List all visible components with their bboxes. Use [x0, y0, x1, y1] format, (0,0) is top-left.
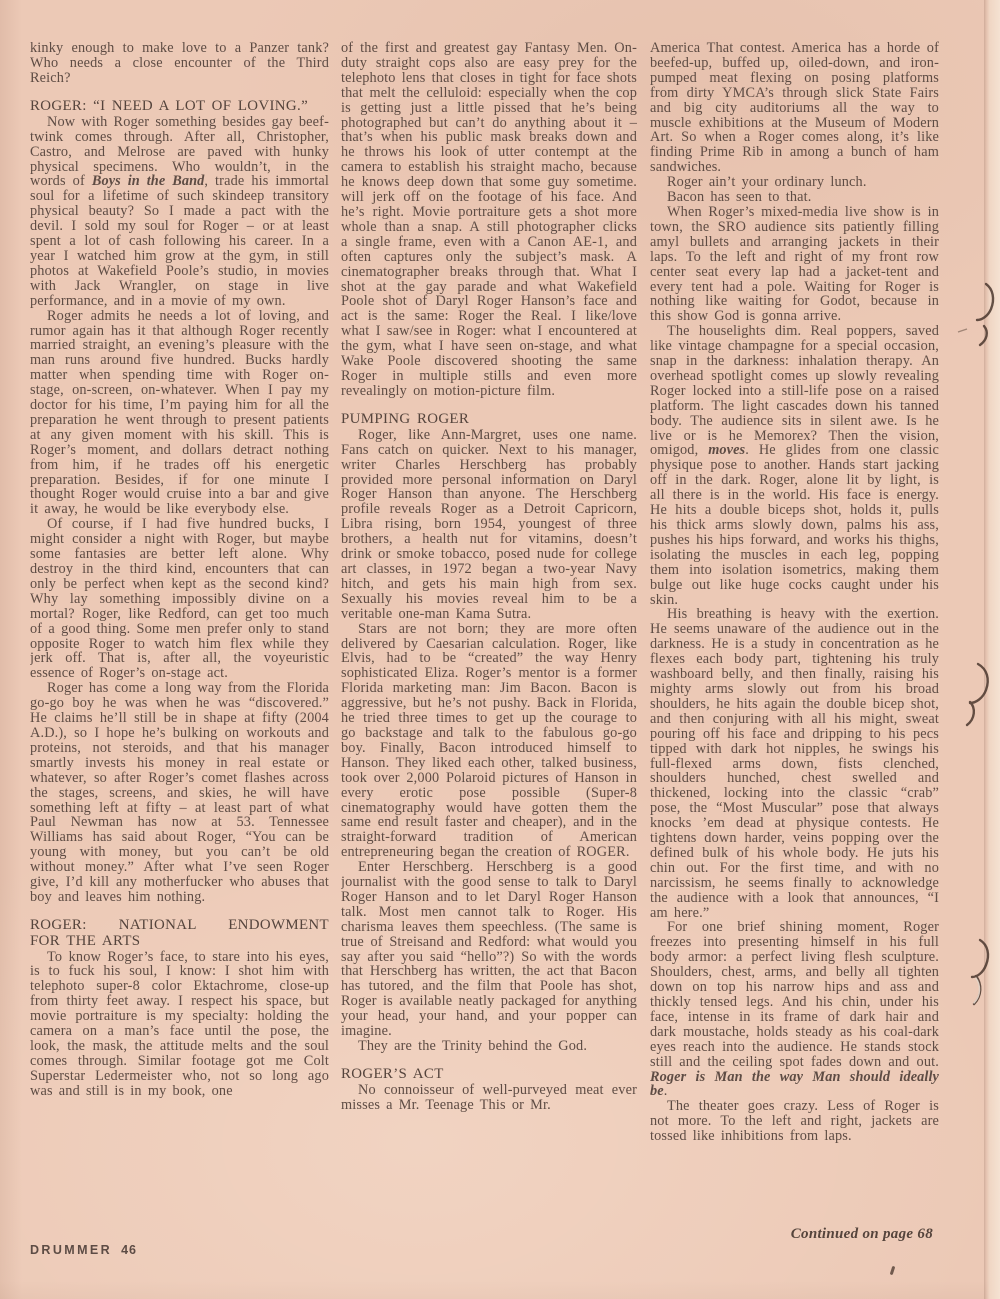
- paragraph: They are the Trinity behind the God.: [358, 1038, 588, 1054]
- section-heading: [341, 412, 637, 428]
- emphasis-text: Roger is Man the way Man should ideally be: [650, 1068, 939, 1100]
- scratch-mark: [958, 329, 967, 332]
- staple-icon: [967, 702, 974, 725]
- paragraph: Bacon has seen to that.: [667, 189, 812, 206]
- emphasis-text: Boys in the Band: [91, 173, 205, 190]
- staple-icon: [970, 664, 988, 703]
- ink-speck: [890, 1266, 896, 1275]
- section-heading-line: ROGER: NATIONAL ENDOWMENT: [30, 917, 329, 934]
- paragraph: Roger has come a long way from the Florida go-go boy he was when he was “discovered.” He claims he’ll still be in shape at fifty (2004 A.D.), so I hope he’s bulking on workouts and proteins, not steroids, and that his manager smartly invests his money in real estate or whatever, so after Roger’s comet flashes across the stages, screens, and skies, he will have something left at fifty – at least part of what Paul Newman has now at 53. Tennessee Williams has said about Roger, “You can be young with money, but you can’t be old without money.” After what I’ve seen Roger give, I’d kill any motherfucker who abuses that boy and leaves him nothing.: [30, 680, 329, 905]
- text-column-2: [341, 41, 637, 1243]
- page-number: 46: [121, 1243, 137, 1257]
- section-heading: [30, 918, 329, 949]
- page-footer: [30, 1243, 137, 1257]
- paragraph: His breathing is heavy with the exertion. He seems unaware of the audience out in the darkness. He is a study in concentration as he flexes each body part, tightening his truly washboard belly, and then finally, raising his mighty arms slowly out from his broad shoulders, he hits again the double bicep shot, and then conjuring with all his might, sweat pouring off his face and dripping to his pecs tipped with dark hot nipples, he swings his full-flexed arms down, fists clenched, shoulders hunched, chest swelled and thickened, locking into the classic “crab” pose, the “Most Muscular” pose that always knocks ’em dead at physique contests. He tightens down harder, veins popping over the defined bulk of his whole body. He juts his chin out. For the first time, and with no narcissism, he seems finally to acknowledge the audience with a look that announces, “I am here.”: [650, 606, 939, 921]
- section-heading-line: ROGER’S ACT: [341, 1066, 444, 1083]
- staple-marks: [950, 0, 1000, 1299]
- paragraph: of the first and greatest gay Fantasy Men. On-duty straight cops also are easy prey for the telephoto lens that closes in tight for face shots that melt the celluloid: especially when the cop is getting just a little pissed that he’s being photographed but can’t do anything about it – that’s when his public mask breaks down and he throws his look of utter contempt at the camera to establish his straight macho, because he knows deep down that some guy sometime. will jerk off on the footage of his face. And he’s right. Movie portraiture gets a shot more whole than a snap. A still photographer clicks a single frame, even with a Canon AE-1, and often captures only the subject’s mask. A cinematographer breaks through that. What I shot at the gay parade and what Wakefield Poole shot of Daryl Roger Hanson’s face and act is the same: Roger the Real. I like/love what I saw/see in Roger: what I encountered at the gym, what I have seen on-stage, and what Wake Poole discovered shooting the same Roger in multiple stills and even more revealingly on motion-picture film.: [341, 41, 637, 399]
- section-heading: [341, 1067, 637, 1083]
- paragraph: Now with Roger something besides gay beef-twink comes through. After all, Christopher, Castro, and Melrose are paved with hunky physical specimens. Who wouldn’t, in the words of Boys in the Band, trade his immortal soul for a lifetime of such skindeep transitory physical beauty? So I made a pact with the devil. I sold my soul for Roger – or at least spent a lot of cash following his career. In a year I watched him grow at the gym, in still photos at Wakefield Poole’s studio, in movies with Jack Wrangler, on stage in live performance, and in a movie of my own.: [30, 113, 329, 309]
- section-heading-line: PUMPING ROGER: [341, 411, 470, 428]
- paragraph: When Roger’s mixed-media live show is in town, the SRO audience sits patiently filling amyl bullets and arranging jackets in their laps. To the left and right of my front row center seat every lap had a jacket-tent and every tent had a pole. Waiting for Roger is nothing like waiting for Godot, because in this show God is gonna arrive.: [650, 203, 939, 325]
- paragraph: Of course, if I had five hundred bucks, I might consider a night with Roger, but maybe some fantasies are better left alone. Why destroy in the third kind, encounters that can only be perfect when kept as the second kind? Why lay something impossibly divine on a mortal? Roger, like Redford, can get too much of a good thing. Some men prefer only to stand opposite Roger to watch him flex while they jerk off. That is, after all, the voyeuristic essence of Roger’s on-stage act.: [30, 516, 329, 682]
- emphasis-text: moves: [708, 442, 746, 459]
- paragraph: For one brief shining moment, Roger freezes into presenting himself in his full body armor: a perfect living flesh sculpture. Shoulders, chest, arms, and belly all tighten down on top his narrow hips and ass and thickly tensed legs. And his chin, under his face, intense in its frame of dark hair and dark moustache, holds steady as his coal-dark eyes reach into the audience. He stands stock still and the ceiling spot fades down and out. Roger is Man the way Man should ideally be.: [650, 919, 939, 1100]
- paragraph: kinky enough to make love to a Panzer tank? Who needs a close encounter of the Third Reich?: [30, 41, 329, 86]
- paragraph: Roger ain’t your ordinary lunch.: [667, 174, 867, 191]
- paragraph: To know Roger’s face, to stare into his eyes, is to fuck his soul, I know: I shot him with telephoto super-8 color Ektachrome, close-up from thirty feet away. I respect his space, but movie portraiture is my specialty: holding the camera on a man’s face until the pose, the look, the mask, the attitude melts and the soul comes through. Similar footage got me Colt Superstar Ledermeister who, not so long ago was and still is in my book, one: [30, 948, 329, 1099]
- magazine-title: DRUMMER: [30, 1243, 113, 1257]
- paragraph: The theater goes crazy. Less of Roger is not more. To the left and right, jackets are tossed like inhibitions from laps.: [650, 1098, 939, 1145]
- section-heading: [30, 99, 329, 115]
- paragraph: Roger, like Ann-Margret, uses one name. Fans catch on quicker. Next to his manager, writer Charles Herschberg has probably provided more personal information on Daryl Roger Hanson than anyone. The Herschberg profile reveals Roger as a Detroit Capricorn, Libra rising, born 1954, youngest of three brothers, a health nut for vitamins, doesn’t drink or smoke tobacco, posed nude for college art classes, in 1972 began a two-year Navy hitch, and gets his main high from sex. Sexually his movies reveal him to be a veritable one-man Kama Sutra.: [341, 426, 637, 622]
- paragraph: The houselights dim. Real poppers, saved like vintage champagne for a special occasion, snap in the darkness: inhalation therapy. An overhead spotlight comes up slowly revealing Roger locked into a still-life pose on a raised platform. The light cascades down his tanned body. The audience sits in silent awe. Is he live or is he Memorex? Then the vision, omigod, moves. He glides from one classic physique pose to another. Hands start jacking off in the dark. Roger, alone lit by light, is all there is in the world. His face is energy. He hits a double biceps shot, holds it, pulls his thick arms slowly down, palms his ass, pushes his hips forward, and works his thighs, isolating the muscles in each leg, popping them into isolation isometrics, making them bulge out like huge cocks caught under his skin.: [650, 323, 939, 608]
- continued-note: Continued on page 68: [790, 1226, 933, 1242]
- text-column-3: [650, 41, 939, 1221]
- staple-icon: [980, 326, 987, 345]
- paragraph: Enter Herschberg. Herschberg is a good journalist with the good sense to talk to Daryl Roger Hanson and to let Daryl Roger Hanson talk. Most men cannot talk to Roger. His charisma leaves them speechless. (The same is true of Streisand and Redford: what would you say after you said “hello”?) So with the words that Herschberg has written, the act that Bacon has tutored, and the film that Poole has shot, Roger is available neatly packaged for anything your head, your hand, and your popper can imagine.: [341, 859, 637, 1040]
- paragraph: Roger admits he needs a lot of loving, and rumor again has it that although Roger recently married straight, an evening’s pleasure with the man runs around five hundred. Bucks hardly matter when spending time with Roger on-stage, on-screen, on-whatever. When I pay my doctor for his time, I’m paying him for all the preparation he went through to present patients at any given moment with his skill. This is Roger’s moment, and dollars detract nothing from him, if he trades off his energetic preparation. Besides, if for one minute I thought Roger would cruise into a bar and give it away, he would be like everybody else.: [30, 307, 329, 518]
- paragraph: America That contest. America has a horde of beefed-up, buffed up, oiled-down, and iron-pumped meat flexing on posing platforms from dirty YMCA’s through slick State Fairs and big city auditoriums all the way to muscle exhibitions at the Museum of Modern Art. So when a Roger comes along, it’s like finding Prime Rib in among a bunch of ham sandwiches.: [650, 41, 939, 176]
- paragraph: No connoisseur of well-purveyed meat ever misses a Mr. Teenage This or Mr.: [341, 1082, 637, 1113]
- staple-icon: [977, 284, 993, 320]
- section-heading-line: FOR THE ARTS: [30, 932, 141, 949]
- text-column-1: [30, 41, 329, 1243]
- staple-icon: [972, 940, 988, 977]
- section-heading-line: ROGER: “I NEED A LOT OF LOVING.”: [30, 98, 309, 115]
- paragraph: Stars are not born; they are more often delivered by Caesarian calculation. Roger, like Elvis, had to be “created” the way Henry sophisticated Eliza. Roger’s mentor is a former Florida marketing man: Jim Bacon. Bacon is aggressive, but he’s not pushy. Back in Florida, he tried three times to get up the courage to go backstage and talk to the fabulous go-go boy. Finally, Bacon introduced himself to Hanson. They liked each other, talked business, took over 2,000 Polaroid pictures of Hanson in every erotic pose possible (Super-8 cinematography would have gotten them the same end result faster and cheaper), and in the straight-forward tradition of American entrepreneuring began the creation of ROGER.: [341, 620, 637, 861]
